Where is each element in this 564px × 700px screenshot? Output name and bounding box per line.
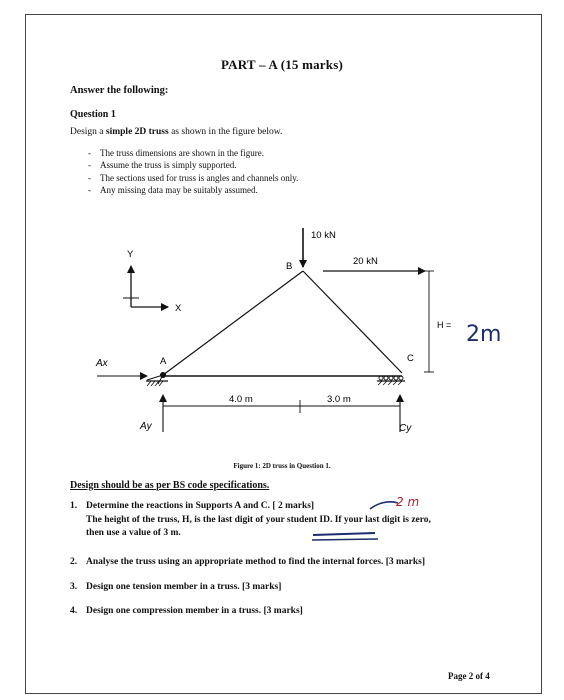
task-text: Determine the reactions in Supports A and C. [ 2 marks]: [86, 501, 315, 511]
assumption-item: - Assume the truss is simply supported.: [88, 159, 298, 171]
axis-label-x: X: [175, 303, 182, 314]
handwritten-task1-value: 2 m: [396, 495, 420, 509]
reaction-label-cy: Cy: [399, 423, 412, 434]
task-number: 2.: [70, 557, 78, 567]
task-number: 3.: [70, 582, 78, 592]
task1-note-line1: The height of the truss, H, is the last digit of your student ID. If your last digit is zero,: [86, 515, 431, 525]
page-number: Page 2 of 4: [448, 671, 490, 681]
node-label-c: C: [407, 353, 414, 364]
member-bc: [303, 271, 402, 373]
task-text: Design one compression member in a truss. [3 marks]: [86, 606, 303, 616]
answer-heading: Answer the following:: [70, 85, 169, 96]
xy-axes-icon: [123, 266, 168, 307]
task-item: [70, 606, 303, 616]
pin-support-a: [146, 372, 168, 386]
intro-suffix: as shown in the figure below.: [168, 127, 283, 137]
load-label-10kn: 10 kN: [311, 230, 336, 241]
assumption-item: - Any missing data may be suitably assumed.: [88, 184, 298, 196]
task-item: [70, 582, 281, 592]
task-item: [70, 501, 314, 511]
task-number: 1.: [70, 501, 78, 511]
node-label-a: A: [160, 356, 167, 367]
reaction-label-ax: Ax: [96, 358, 108, 369]
question-heading: Question 1: [70, 109, 116, 120]
member-ab: [163, 271, 303, 375]
page-title: PART – A (15 marks): [220, 57, 344, 72]
height-label: H =: [437, 320, 452, 330]
task-text: Design one tension member in a truss. [3 marks]: [86, 582, 282, 592]
task-number: 4.: [70, 606, 78, 616]
node-label-b: B: [286, 261, 293, 272]
design-heading: Design should be as per BS code specifications.: [70, 480, 270, 491]
assumption-item: - The sections used for truss is angles and channels only.: [88, 172, 298, 184]
task-text: Analyse the truss using an appropriate method to find the internal forces. [3 marks]: [86, 557, 426, 567]
axis-label-y: Y: [127, 249, 134, 260]
assumption-item: - The truss dimensions are shown in the figure.: [88, 147, 298, 159]
intro-bold: simple 2D truss: [105, 127, 169, 137]
roller-support-c: [377, 376, 405, 385]
dimension-label-right: 3.0 m: [327, 394, 351, 405]
task1-note-line2: then use a value of 3 m.: [86, 528, 181, 538]
task-item: [70, 557, 425, 567]
intro-prefix: Design a: [70, 127, 106, 137]
reaction-label-ay: Ay: [140, 421, 152, 432]
load-label-20kn: 20 kN: [353, 256, 378, 267]
handwritten-height-value: 2m: [466, 322, 502, 347]
dimension-label-left: 4.0 m: [229, 394, 253, 405]
figure-caption: Figure 1: 2D truss in Question 1.: [233, 462, 331, 470]
